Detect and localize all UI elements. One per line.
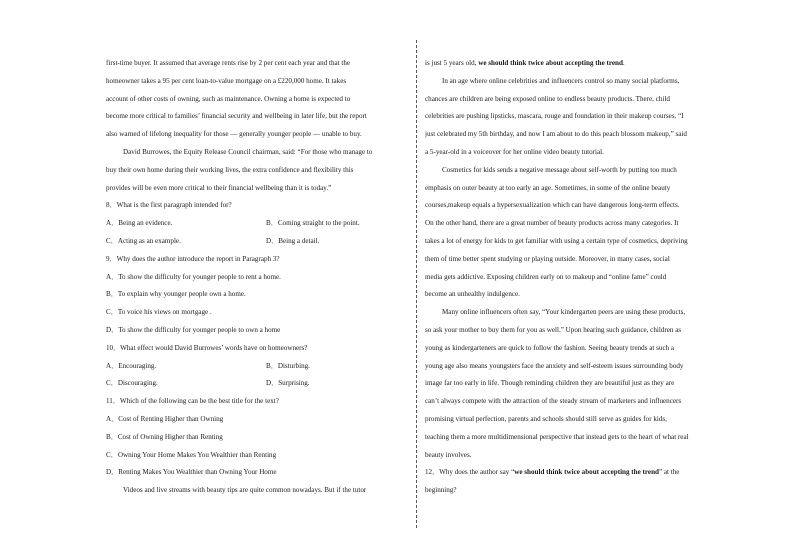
- option-c: C．To voice his views on mortgage .: [106, 308, 212, 317]
- text-line: Many online influencers often say, “Your kindergarten peers are using these products,: [442, 308, 686, 317]
- bold-phrase: we should think twice about accepting the trend: [514, 468, 659, 477]
- text-line: courses,makeup equals a hypersexualization which can have dangerous long-term effects.: [425, 201, 680, 210]
- option-a: A．Being an evidence.: [106, 219, 173, 228]
- text-line: beauty involves.: [425, 450, 472, 459]
- option-a: A．Cost of Renting Higher than Owning: [106, 414, 224, 423]
- option-row: [106, 215, 402, 233]
- option-a: A．Encouraging.: [106, 361, 157, 370]
- option-d: D．To show the difficulty for younger people to own a home: [106, 325, 281, 334]
- option-d: D．Renting Makes You Wealthier than Owning Your Home: [106, 468, 277, 477]
- text-line: On the other hand, there are a great number of beauty products across many categories. It: [425, 219, 679, 228]
- text-fragment: is just 5 years old,: [425, 59, 479, 67]
- text-line: image far too early in life. Though reminding children they are beautiful just as they are: [425, 379, 675, 388]
- text-line: In an age where online celebrities and influencers control so many social platforms,: [442, 76, 680, 85]
- text-fragment: ” at the: [658, 468, 680, 477]
- question-8: 8．What is the first paragraph intended for?: [106, 201, 232, 210]
- text-line: Cosmetics for kids sends a negative message about self-worth by putting too much: [442, 165, 677, 174]
- text-line: young age also means youngsters face the anxiety and self-esteem issues surrounding body: [425, 361, 684, 370]
- text-line: them of time better spent studying or playing outside. Moreover, in many cases, social: [425, 254, 670, 263]
- right-column: [425, 55, 727, 500]
- text-line: media gets addictive. Exposing children early on to makeup and “online fame” could: [425, 272, 667, 281]
- option-b: B．Disturbing.: [266, 361, 310, 370]
- text-line: Videos and live streams with beauty tips are quite common nowadays. But if the tutor: [123, 486, 367, 495]
- text-line: [425, 55, 727, 73]
- question-12: [425, 464, 727, 482]
- text-line: emphasis on outer beauty at too early an age. Sometimes, in some of the online beauty: [425, 183, 671, 192]
- text-line: become an unhealthy indulgence.: [425, 290, 520, 299]
- option-row: [106, 233, 402, 251]
- option-c: C．Acting as an example.: [106, 236, 181, 245]
- text-line: teaching them a more multidimensional perspective that instead gets to the heart of what real: [425, 432, 689, 441]
- question-9: 9．Why does the author introduce the report in Paragraph 3?: [106, 254, 280, 263]
- text-line: promising virtual perfection, parents and schools should still serve as guides for kids,: [425, 414, 667, 423]
- text-line: also warned of lifelong inequality for those — generally younger people — unable to buy.: [106, 130, 362, 139]
- option-d: D．Being a detail.: [266, 236, 320, 245]
- question-11: 11．Which of the following can be the best title for the text?: [106, 397, 279, 406]
- option-row: [106, 375, 402, 393]
- text-line: buy their own home during their working lives, the extra confidence and flexibility this: [106, 165, 354, 174]
- text-line: beginning?: [425, 486, 457, 495]
- text-line: account of other costs of owning, such as maintenance. Owning a home is expected to: [106, 94, 351, 103]
- option-b: B．Cost of Owning Higher than Renting: [106, 432, 223, 441]
- text-line: young as kindergarteners are quick to follow the fashion. Seeing beauty trends at such a: [425, 343, 675, 352]
- option-c: C．Discouraging.: [106, 379, 158, 388]
- bold-phrase: we should think twice about accepting the trend: [478, 59, 623, 67]
- column-divider: [416, 40, 417, 528]
- text-line: David Burrowes, the Equity Release Council chairman, said: “For those who manage to: [123, 147, 373, 156]
- option-c: C．Owning Your Home Makes You Wealthier than Renting: [106, 450, 277, 459]
- option-b: B．To explain why younger people own a home.: [106, 290, 246, 299]
- option-b: B．Coming straight to the point.: [266, 219, 360, 228]
- text-line: so ask your mother to buy them for you as well.” Upon hearing such guidance, children as: [425, 325, 682, 334]
- text-line: celebrities are pushing lipsticks, mascara, rouge and foundation in their makeup courses. “I: [425, 112, 684, 121]
- left-column: [106, 55, 402, 500]
- text-line: can’t always compete with the attraction of the steady stream of marketers and influencers: [425, 397, 682, 406]
- text-line: homeowner takes a 95 per cent loan-to-value mortgage on a £220,000 home. It takes: [106, 76, 347, 85]
- text-fragment: 12．Why does the author say “: [425, 468, 515, 477]
- text-line: become more critical to families’ financial security and wellbeing in later life, but the report: [106, 112, 367, 121]
- text-line: takes a lot of energy for kids to get familiar with using a certain type of cosmetics, depriving: [425, 236, 688, 245]
- text-line: just celebrated my 5th birthday, and now I am about to do this peach blossom makeup,” said: [425, 130, 687, 139]
- text-line: provides will be even more critical to their financial wellbeing than it is today.”: [106, 183, 332, 192]
- option-row: [106, 358, 402, 376]
- option-d: D．Surprising.: [266, 379, 310, 388]
- option-a: A．To show the difficulty for younger people to rent a home.: [106, 272, 281, 281]
- text-line: a 5-year-old in a voiceover for her online video beauty tutorial.: [425, 147, 604, 156]
- text-fragment: .: [622, 59, 625, 67]
- question-10: 10．What effect would David Burrowes’ words have on homeowners?: [106, 343, 308, 352]
- text-line: chances are children are being exposed online to endless beauty products. There, child: [425, 94, 670, 103]
- text-line: first-time buyer. It assumed that average rents rise by 2 per cent each year and that the: [106, 59, 351, 67]
